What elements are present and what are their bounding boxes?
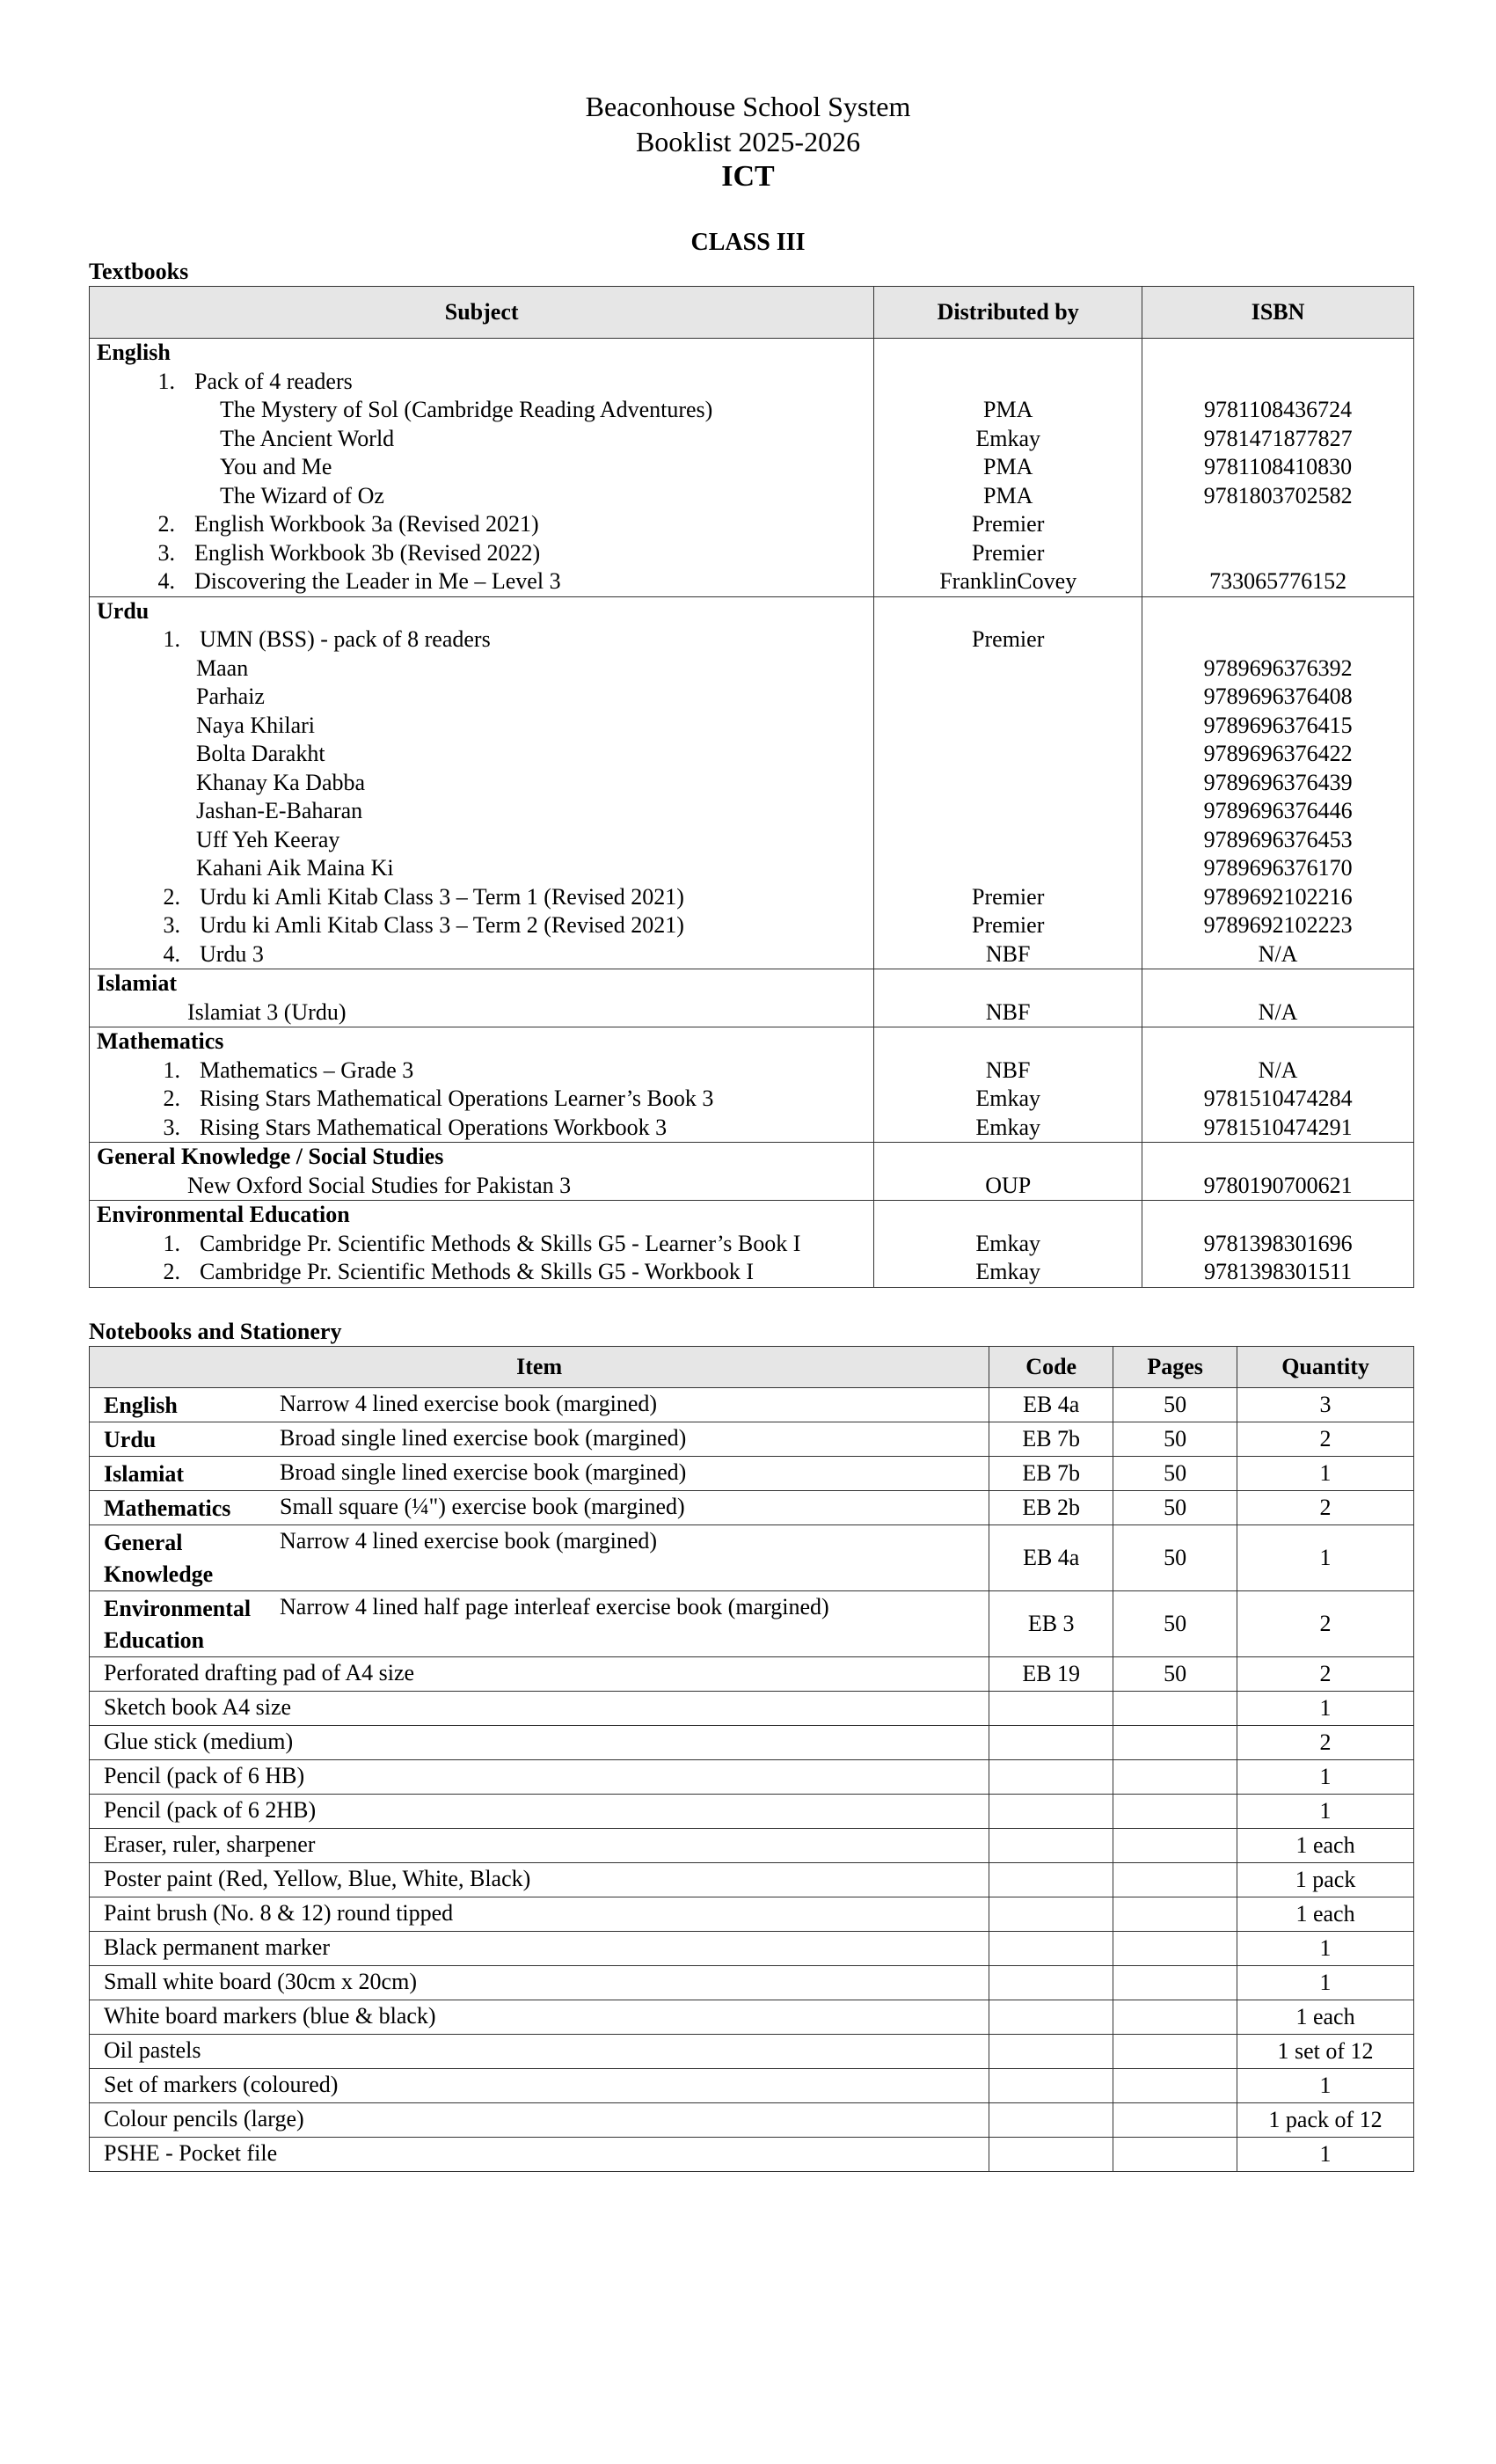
table-row [90, 1085, 1414, 1114]
isbn: 9781510474291 [1142, 1114, 1414, 1143]
item-name: White board markers (blue & black) [90, 2000, 989, 2035]
column-header-code: Code [989, 1347, 1113, 1388]
table-row [90, 683, 1414, 712]
isbn: 9781398301696 [1142, 1230, 1414, 1259]
table-row [90, 368, 1414, 397]
pages [1113, 2103, 1237, 2138]
item-name: Colour pencils (large) [90, 2103, 989, 2138]
table-row [90, 1230, 1414, 1259]
book-title: Kahani Aik Maina Ki [90, 854, 874, 883]
code [989, 1966, 1113, 2000]
code [989, 1726, 1113, 1760]
pages [1113, 1932, 1237, 1966]
book-title: Urdu ki Amli Kitab Class 3 – Term 1 (Revised 2021) [200, 883, 684, 910]
isbn: 9789696376446 [1142, 797, 1414, 826]
table-row [90, 1525, 1414, 1591]
code: EB 19 [989, 1657, 1113, 1692]
subject-name: Environmental Education [104, 1596, 252, 1653]
subject-group-urdu [90, 596, 1414, 625]
quantity: 1 pack [1237, 1863, 1414, 1897]
column-header-pages: Pages [1113, 1347, 1237, 1388]
pages [1113, 1692, 1237, 1726]
table-row [90, 1057, 1414, 1086]
subject-name: General Knowledge / Social Studies [90, 1143, 874, 1172]
table-row [90, 567, 1414, 596]
code: EB 7b [989, 1422, 1113, 1457]
item-number: 4. [163, 940, 180, 967]
distributor: PMA [874, 482, 1142, 511]
item-name: Pencil (pack of 6 2HB) [90, 1795, 989, 1829]
book-title: Naya Khilari [90, 712, 874, 741]
table-row [90, 2069, 1414, 2103]
item-number: 3. [163, 912, 180, 938]
isbn: 9789692102223 [1142, 911, 1414, 940]
isbn: 9789696376453 [1142, 826, 1414, 855]
pages [1113, 2000, 1237, 2035]
column-header-item: Item [90, 1347, 989, 1388]
book-title: Rising Stars Mathematical Operations Learner’s Book 3 [200, 1086, 714, 1111]
code [989, 1795, 1113, 1829]
book-title: Discovering the Leader in Me – Level 3 [194, 568, 561, 594]
book-title: You and Me [90, 453, 874, 482]
distributor: Premier [874, 883, 1142, 912]
pages: 50 [1113, 1457, 1237, 1491]
quantity: 1 each [1237, 2000, 1414, 2035]
quantity: 1 each [1237, 1897, 1414, 1932]
distributor: NBF [874, 1057, 1142, 1086]
code: EB 4a [989, 1388, 1113, 1422]
textbooks-table [89, 286, 1414, 1288]
distributor: Emkay [874, 1258, 1142, 1287]
distributor: FranklinCovey [874, 567, 1142, 596]
code [989, 2000, 1113, 2035]
subject-name: English [90, 339, 874, 368]
code [989, 2138, 1113, 2172]
distributor: Emkay [874, 1085, 1142, 1114]
table-row [90, 625, 1414, 654]
item-number: 4. [157, 568, 175, 594]
item-number: 2. [157, 511, 175, 537]
item-number: 3. [163, 1114, 180, 1140]
pages [1113, 1897, 1237, 1932]
isbn: 9789696376408 [1142, 683, 1414, 712]
school-name: Beaconhouse School System [585, 91, 911, 122]
quantity: 1 set of 12 [1237, 2035, 1414, 2069]
distributor: Emkay [874, 1230, 1142, 1259]
quantity: 3 [1237, 1388, 1414, 1422]
distributor: PMA [874, 453, 1142, 482]
isbn: 9789696376170 [1142, 854, 1414, 883]
subject-name: Urdu [104, 1427, 157, 1452]
item-name: Eraser, ruler, sharpener [90, 1829, 989, 1863]
isbn: N/A [1142, 1057, 1414, 1086]
subject-group-environmental-education [90, 1201, 1414, 1230]
item-number: 1. [163, 1057, 180, 1083]
book-title: Pack of 4 readers [194, 368, 353, 394]
distributor: Premier [874, 625, 1142, 654]
pages [1113, 1795, 1237, 1829]
code: EB 4a [989, 1525, 1113, 1591]
isbn [1142, 539, 1414, 568]
notebooks-table [89, 1346, 1414, 2172]
code [989, 2103, 1113, 2138]
notebooks-caption: Notebooks and Stationery [89, 1319, 342, 1344]
table-row [90, 1172, 1414, 1201]
isbn: 733065776152 [1142, 567, 1414, 596]
code [989, 1829, 1113, 1863]
table-row [90, 1491, 1414, 1525]
table-row [90, 1657, 1414, 1692]
table-row [90, 998, 1414, 1027]
distributor: Premier [874, 510, 1142, 539]
table-row [90, 826, 1414, 855]
pages [1113, 1726, 1237, 1760]
isbn: 9781510474284 [1142, 1085, 1414, 1114]
table-row [90, 740, 1414, 769]
book-title: Parhaiz [90, 683, 874, 712]
booklist-year: Booklist 2025-2026 [635, 126, 861, 157]
code: EB 2b [989, 1491, 1113, 1525]
code [989, 1760, 1113, 1795]
distributor: OUP [874, 1172, 1142, 1201]
table-row [90, 712, 1414, 741]
distributor: NBF [874, 998, 1142, 1027]
book-title: Khanay Ka Dabba [90, 769, 874, 798]
item-name: PSHE - Pocket file [90, 2138, 989, 2172]
pages [1113, 2069, 1237, 2103]
item-number: 1. [163, 1230, 180, 1256]
isbn: 9781398301511 [1142, 1258, 1414, 1287]
book-title: New Oxford Social Studies for Pakistan 3 [90, 1172, 874, 1201]
table-header-row [90, 1347, 1414, 1388]
subject-name: English [104, 1393, 178, 1418]
pages [1113, 1760, 1237, 1795]
distributor: Premier [874, 911, 1142, 940]
pages [1113, 1863, 1237, 1897]
subject-name: Urdu [90, 596, 874, 625]
table-row [90, 396, 1414, 425]
table-row [90, 1932, 1414, 1966]
item-number: 3. [157, 539, 175, 566]
code [989, 2069, 1113, 2103]
isbn: 9789692102216 [1142, 883, 1414, 912]
quantity: 2 [1237, 1491, 1414, 1525]
book-title: The Wizard of Oz [90, 482, 874, 511]
quantity: 1 [1237, 1692, 1414, 1726]
code: EB 7b [989, 1457, 1113, 1491]
table-row [90, 1726, 1414, 1760]
distributor: Emkay [874, 425, 1142, 454]
book-title: Bolta Darakht [90, 740, 874, 769]
quantity: 1 [1237, 1795, 1414, 1829]
table-row [90, 1795, 1414, 1829]
table-row [90, 940, 1414, 969]
isbn: 9781108436724 [1142, 396, 1414, 425]
class-title: CLASS III [690, 229, 806, 256]
table-row [90, 1457, 1414, 1491]
isbn: 9781471877827 [1142, 425, 1414, 454]
code [989, 1932, 1113, 1966]
isbn: N/A [1142, 940, 1414, 969]
distributor: PMA [874, 396, 1142, 425]
quantity: 1 [1237, 1525, 1414, 1591]
book-title: Urdu 3 [200, 940, 264, 967]
quantity: 1 [1237, 1457, 1414, 1491]
item-description: Narrow 4 lined exercise book (margined) [280, 1391, 658, 1416]
item-name: Perforated drafting pad of A4 size [90, 1657, 989, 1692]
isbn: 9789696376415 [1142, 712, 1414, 741]
table-row [90, 1258, 1414, 1287]
isbn: 9780190700621 [1142, 1172, 1414, 1201]
item-description: Small square (¼") exercise book (margined) [280, 1494, 685, 1519]
quantity: 1 each [1237, 1829, 1414, 1863]
table-row [90, 769, 1414, 798]
item-name: Oil pastels [90, 2035, 989, 2069]
book-title: Cambridge Pr. Scientific Methods & Skills G5 - Workbook I [200, 1259, 755, 1284]
distributor: Premier [874, 539, 1142, 568]
table-row [90, 1829, 1414, 1863]
book-title: The Ancient World [90, 425, 874, 454]
textbooks-caption: Textbooks [89, 259, 189, 284]
item-description: Broad single lined exercise book (margined) [280, 1425, 687, 1451]
subject-group-islamiat [90, 969, 1414, 998]
table-row [90, 654, 1414, 684]
pages [1113, 1829, 1237, 1863]
book-title: English Workbook 3a (Revised 2021) [194, 511, 539, 537]
code [989, 2035, 1113, 2069]
pages: 50 [1113, 1422, 1237, 1457]
column-header-isbn: ISBN [1142, 287, 1414, 339]
subject-group-english [90, 339, 1414, 368]
table-row [90, 854, 1414, 883]
code [989, 1897, 1113, 1932]
book-title: Maan [90, 654, 874, 684]
table-row [90, 911, 1414, 940]
table-row [90, 425, 1414, 454]
table-row [90, 1591, 1414, 1657]
book-title: Rising Stars Mathematical Operations Workbook 3 [200, 1114, 668, 1140]
table-row [90, 1966, 1414, 2000]
isbn: 9781803702582 [1142, 482, 1414, 511]
table-row [90, 1897, 1414, 1932]
subject-name: General Knowledge [104, 1530, 214, 1587]
book-title: Urdu ki Amli Kitab Class 3 – Term 2 (Revised 2021) [200, 912, 684, 938]
column-header-distributed-by: Distributed by [874, 287, 1142, 339]
subject-name: Islamiat [104, 1461, 184, 1487]
table-row [90, 539, 1414, 568]
table-row [90, 510, 1414, 539]
subject-name: Environmental Education [90, 1201, 874, 1230]
table-row [90, 883, 1414, 912]
item-number: 2. [163, 1086, 180, 1111]
book-title: Islamiat 3 (Urdu) [90, 998, 874, 1027]
table-row [90, 1422, 1414, 1457]
pages: 50 [1113, 1657, 1237, 1692]
distributor: Emkay [874, 1114, 1142, 1143]
table-row [90, 2035, 1414, 2069]
pages [1113, 2035, 1237, 2069]
book-title: The Mystery of Sol (Cambridge Reading Adventures) [90, 396, 874, 425]
isbn: 9789696376392 [1142, 654, 1414, 684]
book-title: Mathematics – Grade 3 [200, 1057, 414, 1083]
pages: 50 [1113, 1591, 1237, 1657]
item-number: 2. [163, 883, 180, 910]
item-name: Sketch book A4 size [90, 1692, 989, 1726]
isbn: N/A [1142, 998, 1414, 1027]
quantity: 2 [1237, 1657, 1414, 1692]
book-title: UMN (BSS) - pack of 8 readers [200, 626, 491, 652]
table-row [90, 1760, 1414, 1795]
item-name: Poster paint (Red, Yellow, Blue, White, Black) [90, 1863, 989, 1897]
pages [1113, 2138, 1237, 2172]
code [989, 1863, 1113, 1897]
subject-group-mathematics [90, 1027, 1414, 1057]
table-row [90, 797, 1414, 826]
distributor: NBF [874, 940, 1142, 969]
item-name: Small white board (30cm x 20cm) [90, 1966, 989, 2000]
table-row [90, 1692, 1414, 1726]
quantity: 1 [1237, 1760, 1414, 1795]
pages: 50 [1113, 1491, 1237, 1525]
column-header-quantity: Quantity [1237, 1347, 1414, 1388]
item-description: Narrow 4 lined exercise book (margined) [280, 1528, 658, 1554]
isbn [1142, 510, 1414, 539]
quantity: 2 [1237, 1422, 1414, 1457]
quantity: 2 [1237, 1726, 1414, 1760]
item-description: Narrow 4 lined half page interleaf exercise book (margined) [280, 1594, 829, 1620]
quantity: 2 [1237, 1591, 1414, 1657]
item-number: 2. [163, 1259, 180, 1284]
book-title: Uff Yeh Keeray [90, 826, 874, 855]
table-row [90, 482, 1414, 511]
quantity: 1 [1237, 1966, 1414, 2000]
subject-name: Islamiat [90, 969, 874, 998]
pages: 50 [1113, 1525, 1237, 1591]
item-number: 1. [163, 626, 180, 652]
isbn: 9789696376422 [1142, 740, 1414, 769]
item-name: Black permanent marker [90, 1932, 989, 1966]
code [989, 1692, 1113, 1726]
book-title: English Workbook 3b (Revised 2022) [194, 539, 541, 566]
book-title: Cambridge Pr. Scientific Methods & Skills G5 - Learner’s Book I [200, 1230, 801, 1256]
isbn: 9781108410830 [1142, 453, 1414, 482]
isbn: 9789696376439 [1142, 769, 1414, 798]
item-description: Broad single lined exercise book (margined) [280, 1459, 687, 1485]
table-row [90, 2138, 1414, 2172]
item-name: Set of markers (coloured) [90, 2069, 989, 2103]
column-header-subject: Subject [90, 287, 874, 339]
table-header-row [90, 287, 1414, 339]
quantity: 1 [1237, 2069, 1414, 2103]
table-row [90, 1114, 1414, 1143]
table-row [90, 2000, 1414, 2035]
quantity: 1 pack of 12 [1237, 2103, 1414, 2138]
table-row [90, 1863, 1414, 1897]
item-name: Paint brush (No. 8 & 12) round tipped [90, 1897, 989, 1932]
table-row [90, 453, 1414, 482]
pages: 50 [1113, 1388, 1237, 1422]
subject-name: Mathematics [104, 1495, 231, 1521]
subject-name: Mathematics [90, 1027, 874, 1057]
item-name: Glue stick (medium) [90, 1726, 989, 1760]
campus-name: ICT [721, 160, 775, 193]
subject-group-general-knowledge [90, 1143, 1414, 1172]
quantity: 1 [1237, 1932, 1414, 1966]
item-name: Pencil (pack of 6 HB) [90, 1760, 989, 1795]
item-number: 1. [157, 368, 175, 394]
table-row [90, 1388, 1414, 1422]
pages [1113, 1966, 1237, 2000]
table-row [90, 2103, 1414, 2138]
quantity: 1 [1237, 2138, 1414, 2172]
code: EB 3 [989, 1591, 1113, 1657]
book-title: Jashan-E-Baharan [90, 797, 874, 826]
